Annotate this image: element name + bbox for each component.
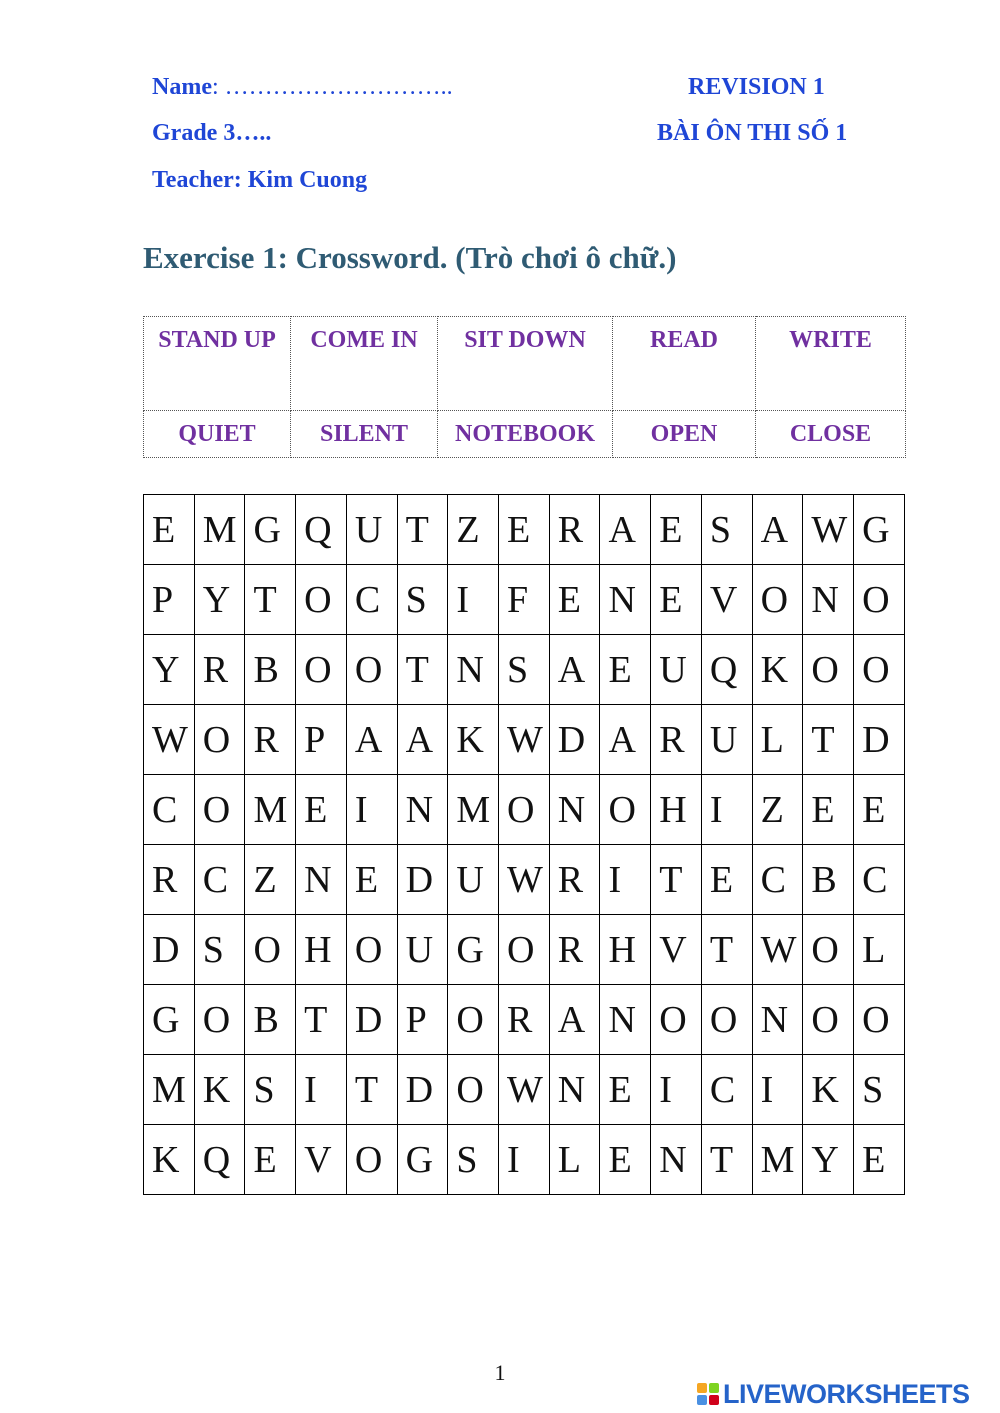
grid-cell[interactable]: O <box>448 1055 499 1125</box>
grid-cell[interactable]: E <box>499 495 550 565</box>
grid-cell[interactable]: E <box>600 1125 651 1195</box>
page-number: 1 <box>494 1360 506 1385</box>
grid-cell[interactable]: W <box>752 915 803 985</box>
grid-cell[interactable]: V <box>296 1125 347 1195</box>
grid-cell[interactable]: E <box>549 565 600 635</box>
grid-cell[interactable]: Z <box>245 845 296 915</box>
grid-cell[interactable]: A <box>600 705 651 775</box>
grid-cell[interactable]: D <box>397 1055 448 1125</box>
grid-cell[interactable]: M <box>194 495 245 565</box>
grid-cell[interactable]: U <box>397 915 448 985</box>
word-bank-table <box>143 316 906 458</box>
grid-cell[interactable]: C <box>752 845 803 915</box>
grid-cell[interactable]: K <box>194 1055 245 1125</box>
grid-cell[interactable]: Y <box>803 1125 854 1195</box>
grid-row <box>144 565 905 635</box>
grid-cell[interactable]: W <box>499 705 550 775</box>
grid-cell[interactable]: D <box>144 915 195 985</box>
grid-cell[interactable]: U <box>651 635 702 705</box>
grid-cell[interactable]: I <box>600 845 651 915</box>
grid-cell[interactable]: O <box>296 635 347 705</box>
grid-cell[interactable]: E <box>803 775 854 845</box>
grid-cell[interactable]: O <box>346 915 397 985</box>
grid-cell[interactable]: T <box>701 1125 752 1195</box>
word-bank-cell: CLOSE <box>756 411 906 458</box>
logo-square-orange <box>697 1383 707 1393</box>
word-bank-cell: SIT DOWN <box>438 317 613 411</box>
grid-cell[interactable]: C <box>854 845 905 915</box>
logo-mark-icon <box>697 1383 719 1405</box>
grid-cell[interactable]: O <box>194 705 245 775</box>
grid-cell[interactable]: Y <box>194 565 245 635</box>
grid-cell[interactable]: D <box>854 705 905 775</box>
grid-cell[interactable]: K <box>448 705 499 775</box>
grid-cell[interactable]: W <box>499 1055 550 1125</box>
word-bank-cell: NOTEBOOK <box>438 411 613 458</box>
grid-cell[interactable]: P <box>144 565 195 635</box>
grid-cell[interactable]: N <box>549 775 600 845</box>
grid-row <box>144 915 905 985</box>
word-bank-row <box>144 317 906 411</box>
word-bank-cell: STAND UP <box>144 317 291 411</box>
logo-square-blue <box>697 1395 707 1405</box>
grid-cell[interactable]: N <box>600 565 651 635</box>
grid-cell[interactable]: T <box>701 915 752 985</box>
grid-cell[interactable]: S <box>245 1055 296 1125</box>
grid-cell[interactable]: O <box>346 1125 397 1195</box>
grid-cell[interactable]: O <box>499 775 550 845</box>
name-blank: : ……………………….. <box>211 74 453 100</box>
grid-cell[interactable]: D <box>346 985 397 1055</box>
grid-cell[interactable]: S <box>194 915 245 985</box>
grid-cell[interactable]: E <box>854 775 905 845</box>
revision-title-vi: BÀI ÔN THI SỐ 1 <box>657 120 848 146</box>
grid-cell[interactable]: Q <box>296 495 347 565</box>
grid-cell[interactable]: R <box>549 495 600 565</box>
grid-row <box>144 1055 905 1125</box>
grid-cell[interactable]: E <box>701 845 752 915</box>
grid-cell[interactable]: M <box>752 1125 803 1195</box>
word-bank-cell: SILENT <box>291 411 438 458</box>
grid-cell[interactable]: P <box>296 705 347 775</box>
grid-cell[interactable]: R <box>499 985 550 1055</box>
grid-cell[interactable]: A <box>752 495 803 565</box>
grid-cell[interactable]: O <box>296 565 347 635</box>
grid-cell[interactable]: O <box>803 985 854 1055</box>
grid-row <box>144 635 905 705</box>
grid-cell[interactable]: S <box>701 495 752 565</box>
grid-cell[interactable]: A <box>600 495 651 565</box>
grid-row <box>144 1125 905 1195</box>
grid-row <box>144 705 905 775</box>
grid-cell[interactable]: C <box>194 845 245 915</box>
grid-cell[interactable]: C <box>346 565 397 635</box>
grid-cell[interactable]: O <box>854 565 905 635</box>
grid-cell[interactable]: I <box>448 565 499 635</box>
exercise-title: Exercise 1: Crossword. (Trò chơi ô chữ.) <box>143 240 677 275</box>
grid-cell[interactable]: O <box>600 775 651 845</box>
grid-cell[interactable]: W <box>144 705 195 775</box>
grid-cell[interactable]: I <box>701 775 752 845</box>
grid-cell[interactable]: W <box>499 845 550 915</box>
grid-cell[interactable]: N <box>549 1055 600 1125</box>
logo-square-red <box>709 1395 719 1405</box>
grid-cell[interactable]: S <box>854 1055 905 1125</box>
grid-cell[interactable]: O <box>194 775 245 845</box>
grid-cell[interactable]: G <box>245 495 296 565</box>
grid-cell[interactable]: L <box>549 1125 600 1195</box>
name-label: Name <box>152 74 212 100</box>
grid-cell[interactable]: I <box>651 1055 702 1125</box>
grid-cell[interactable]: O <box>448 985 499 1055</box>
grid-cell[interactable]: A <box>549 985 600 1055</box>
grid-cell[interactable]: R <box>549 915 600 985</box>
grid-cell[interactable]: A <box>549 635 600 705</box>
grid-cell[interactable]: S <box>448 1125 499 1195</box>
grid-cell[interactable]: O <box>194 985 245 1055</box>
grid-cell[interactable]: M <box>144 1055 195 1125</box>
grid-cell[interactable]: T <box>397 635 448 705</box>
grid-cell[interactable]: H <box>651 775 702 845</box>
grid-cell[interactable]: G <box>397 1125 448 1195</box>
grid-cell[interactable]: C <box>701 1055 752 1125</box>
logo-square-green <box>709 1383 719 1393</box>
grid-cell[interactable]: O <box>752 565 803 635</box>
word-bank-row <box>144 411 906 458</box>
grid-cell[interactable]: A <box>346 705 397 775</box>
grid-cell[interactable]: E <box>245 1125 296 1195</box>
grid-cell[interactable]: W <box>803 495 854 565</box>
grid-cell[interactable]: N <box>752 985 803 1055</box>
grid-cell[interactable]: M <box>245 775 296 845</box>
grid-cell[interactable]: G <box>448 915 499 985</box>
word-bank-cell: OPEN <box>613 411 756 458</box>
grid-cell[interactable]: C <box>144 775 195 845</box>
grid-cell[interactable]: U <box>448 845 499 915</box>
grade-label: Grade 3….. <box>152 120 272 146</box>
grid-cell[interactable]: P <box>397 985 448 1055</box>
grid-cell[interactable]: I <box>296 1055 347 1125</box>
grid-cell[interactable]: E <box>600 1055 651 1125</box>
grid-cell[interactable]: A <box>397 705 448 775</box>
grid-cell[interactable]: I <box>752 1055 803 1125</box>
grid-cell[interactable]: E <box>600 635 651 705</box>
teacher-label: Teacher: Kim Cuong <box>152 167 368 193</box>
grid-cell[interactable]: T <box>803 705 854 775</box>
grid-cell[interactable]: B <box>803 845 854 915</box>
grid-cell[interactable]: F <box>499 565 550 635</box>
grid-cell[interactable]: G <box>144 985 195 1055</box>
grid-row <box>144 495 905 565</box>
grid-cell[interactable]: N <box>803 565 854 635</box>
grid-cell[interactable]: E <box>144 495 195 565</box>
grid-cell[interactable]: V <box>651 915 702 985</box>
grid-cell[interactable]: Z <box>752 775 803 845</box>
grid-cell[interactable]: O <box>651 985 702 1055</box>
grid-cell[interactable]: K <box>752 635 803 705</box>
grid-cell[interactable]: T <box>296 985 347 1055</box>
grid-cell[interactable]: Q <box>701 635 752 705</box>
grid-cell[interactable]: R <box>194 635 245 705</box>
grid-cell[interactable]: N <box>600 985 651 1055</box>
grid-cell[interactable]: E <box>296 775 347 845</box>
grid-cell[interactable]: H <box>600 915 651 985</box>
name-field <box>152 74 453 101</box>
grid-cell[interactable]: G <box>854 495 905 565</box>
grid-cell[interactable]: K <box>144 1125 195 1195</box>
word-bank-cell: WRITE <box>756 317 906 411</box>
grid-cell[interactable]: I <box>499 1125 550 1195</box>
grid-cell[interactable]: L <box>752 705 803 775</box>
grid-cell[interactable]: O <box>701 985 752 1055</box>
grid-cell[interactable]: T <box>346 1055 397 1125</box>
grid-cell[interactable]: T <box>397 495 448 565</box>
grid-row <box>144 775 905 845</box>
word-bank-cell: QUIET <box>144 411 291 458</box>
word-bank-cell: READ <box>613 317 756 411</box>
grid-cell[interactable]: K <box>803 1055 854 1125</box>
grid-cell[interactable]: N <box>651 1125 702 1195</box>
grid-cell[interactable]: O <box>854 985 905 1055</box>
grid-cell[interactable]: I <box>346 775 397 845</box>
grid-cell[interactable]: O <box>245 915 296 985</box>
grid-cell[interactable]: N <box>448 635 499 705</box>
grid-cell[interactable]: R <box>549 845 600 915</box>
word-bank-cell: COME IN <box>291 317 438 411</box>
grid-cell[interactable]: L <box>854 915 905 985</box>
grid-cell[interactable]: O <box>854 635 905 705</box>
liveworksheets-logo <box>697 1378 970 1410</box>
grid-cell[interactable]: N <box>296 845 347 915</box>
grid-cell[interactable]: B <box>245 635 296 705</box>
grid-cell[interactable]: E <box>651 565 702 635</box>
grid-cell[interactable]: E <box>346 845 397 915</box>
grid-cell[interactable]: Z <box>448 495 499 565</box>
grid-cell[interactable]: T <box>651 845 702 915</box>
grid-cell[interactable]: Q <box>194 1125 245 1195</box>
grid-cell[interactable]: U <box>346 495 397 565</box>
grid-cell[interactable]: U <box>701 705 752 775</box>
grid-row <box>144 985 905 1055</box>
word-search-grid <box>143 494 905 1195</box>
grid-cell[interactable]: T <box>245 565 296 635</box>
grid-cell[interactable]: O <box>803 635 854 705</box>
grid-cell[interactable]: E <box>854 1125 905 1195</box>
grid-cell[interactable]: N <box>397 775 448 845</box>
grid-cell[interactable]: D <box>549 705 600 775</box>
grid-cell[interactable]: O <box>803 915 854 985</box>
logo-text: LIVEWORKSHEETS <box>723 1378 970 1409</box>
grid-cell[interactable]: S <box>397 565 448 635</box>
grid-cell[interactable]: B <box>245 985 296 1055</box>
grid-cell[interactable]: R <box>245 705 296 775</box>
grid-cell[interactable]: M <box>448 775 499 845</box>
grid-cell[interactable]: O <box>346 635 397 705</box>
grid-cell[interactable]: R <box>144 845 195 915</box>
revision-title: REVISION 1 <box>688 74 825 100</box>
grid-cell[interactable]: Y <box>144 635 195 705</box>
grid-cell[interactable]: V <box>701 565 752 635</box>
grid-cell[interactable]: E <box>651 495 702 565</box>
grid-cell[interactable]: D <box>397 845 448 915</box>
grid-cell[interactable]: R <box>651 705 702 775</box>
grid-cell[interactable]: H <box>296 915 347 985</box>
grid-cell[interactable]: O <box>499 915 550 985</box>
grid-row <box>144 845 905 915</box>
grid-cell[interactable]: S <box>499 635 550 705</box>
